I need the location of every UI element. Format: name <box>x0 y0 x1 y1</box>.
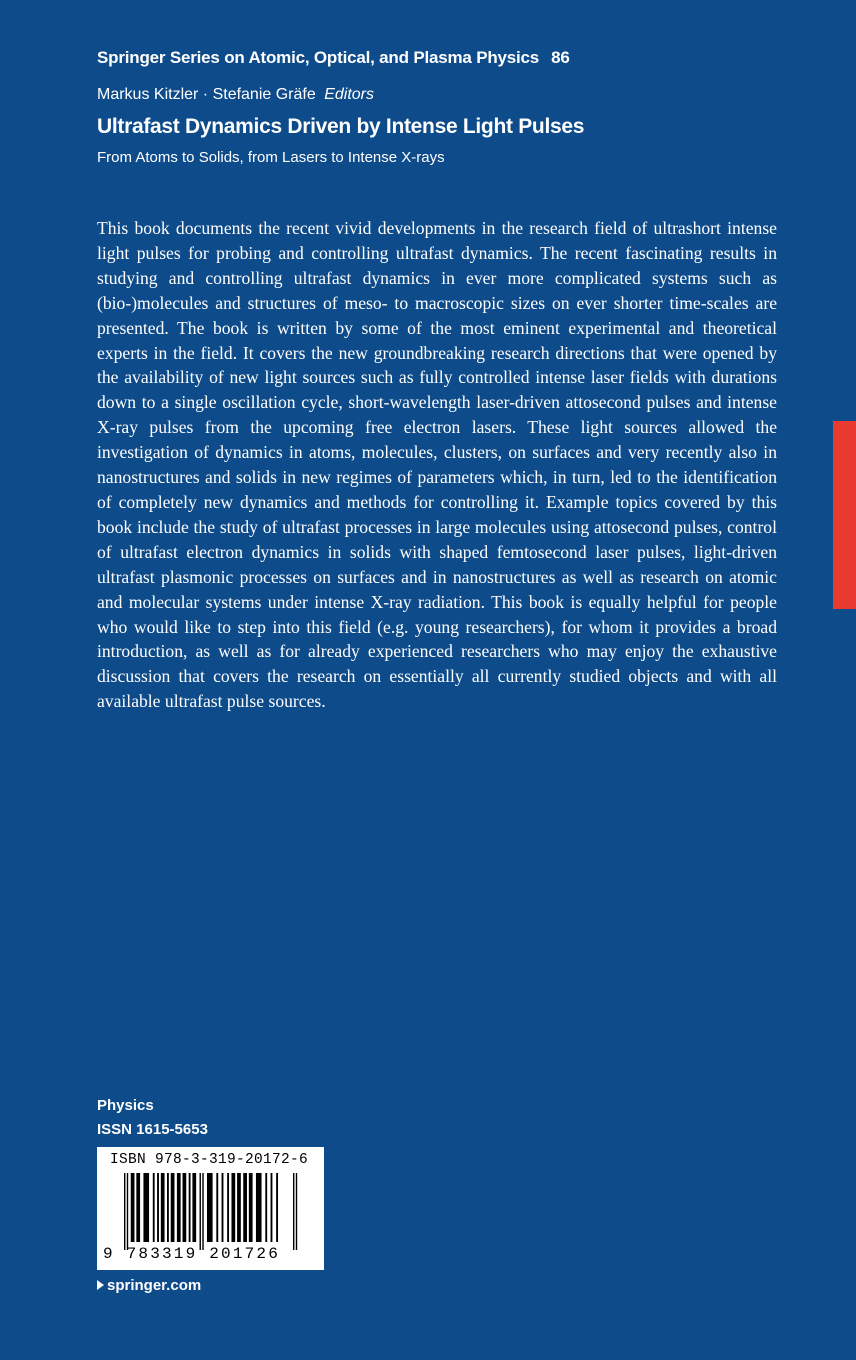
barcode-bar <box>237 1173 241 1242</box>
barcode-bar <box>192 1173 196 1242</box>
barcode-bar <box>127 1173 128 1250</box>
barcode-bar <box>276 1173 278 1242</box>
barcode-bar <box>296 1173 297 1250</box>
barcode-bar <box>227 1173 229 1242</box>
barcode-bar <box>189 1173 191 1242</box>
barcode-bar <box>265 1173 267 1242</box>
barcode-bar <box>136 1173 140 1242</box>
editor-role: Editors <box>324 86 374 103</box>
book-subtitle: From Atoms to Solids, from Lasers to Intense X-rays <box>97 149 445 166</box>
barcode-bar <box>293 1173 294 1250</box>
barcode-bar <box>171 1173 175 1242</box>
barcode-bar <box>157 1173 159 1242</box>
barcode-bar <box>243 1173 247 1242</box>
series-line <box>97 48 570 68</box>
barcode-bar <box>167 1173 169 1242</box>
barcode-bar <box>124 1173 125 1250</box>
barcode-bar <box>207 1173 213 1242</box>
subject-label: Physics <box>97 1097 154 1114</box>
issn-label: ISSN 1615-5653 <box>97 1121 208 1138</box>
barcode-bar <box>202 1173 203 1250</box>
accent-tab <box>833 421 856 609</box>
barcode-bar <box>177 1173 181 1242</box>
triangle-right-icon <box>97 1280 104 1290</box>
book-description: This book documents the recent vivid developments in the research field of ultrashort intense light pulses for probing and controlling ultrafast dynamics. The recent fascinating results in studying and controlling ultrafast dynamics in ever more complicated systems such as (bio-)molecules and structures of meso- to macroscopic sizes on ever shorter time-scales are presented. The book is written by some of the most eminent experimental and theoretical experts in the field. It covers the new groundbreaking research directions that were opened by the availability of new light sources such as fully controlled intense laser fields with durations down to a single oscillation cycle, short-wavelength laser-driven attosecond pulses and intense X-ray pulses from the upcoming free electron lasers. These light sources allowed the investigation of dynamics in atoms, molecules, clusters, on surfaces and very recently also in nanostructures and solids in new regimes of parameters which, in turn, led to the identification of completely new dynamics and methods for controlling it. Example topics covered by this book include the study of ultrafast processes in large molecules using attosecond pulses, control of ultrafast electron dynamics in solids with shaped femtosecond laser pulses, light-driven ultrafast plasmonic processes on surfaces and in nanostructures as well as research on atomic and molecular systems under intense X-ray radiation. This book is equally helpful for people who would like to step into this field (e.g. young researchers), for whom it provides a broad introduction, as well as for already experienced researchers who may enjoy the exhaustive discussion that covers the research on essentially all currently studied objects and with all available ultrafast pulse sources. <box>97 218 777 712</box>
barcode-digits: 9 783319 201726 <box>103 1245 281 1263</box>
barcode-isbn-text: ISBN 978-3-319-20172-6 <box>110 1152 309 1168</box>
barcode-bar <box>249 1173 253 1242</box>
series-volume: 86 <box>551 48 570 67</box>
barcode-bar <box>231 1173 235 1242</box>
publisher-website[interactable] <box>97 1277 201 1294</box>
editor-names: Markus Kitzler · Stefanie Gräfe <box>97 86 316 103</box>
barcode-bar <box>153 1173 155 1242</box>
barcode-bar <box>216 1173 218 1242</box>
barcode-bar <box>222 1173 224 1242</box>
barcode-bar <box>161 1173 165 1242</box>
barcode-bar <box>131 1173 135 1242</box>
editors-line <box>97 86 374 104</box>
barcode-bar <box>256 1173 262 1242</box>
website-text: springer.com <box>107 1277 202 1294</box>
series-name: Springer Series on Atomic, Optical, and Plasma Physics <box>97 48 540 67</box>
barcode-bar <box>200 1173 201 1250</box>
barcode-bar <box>183 1173 187 1242</box>
book-title: Ultrafast Dynamics Driven by Intense Light Pulses <box>97 115 585 138</box>
barcode-bar <box>271 1173 273 1242</box>
barcode-bar <box>143 1173 149 1242</box>
isbn-barcode <box>97 1147 324 1270</box>
